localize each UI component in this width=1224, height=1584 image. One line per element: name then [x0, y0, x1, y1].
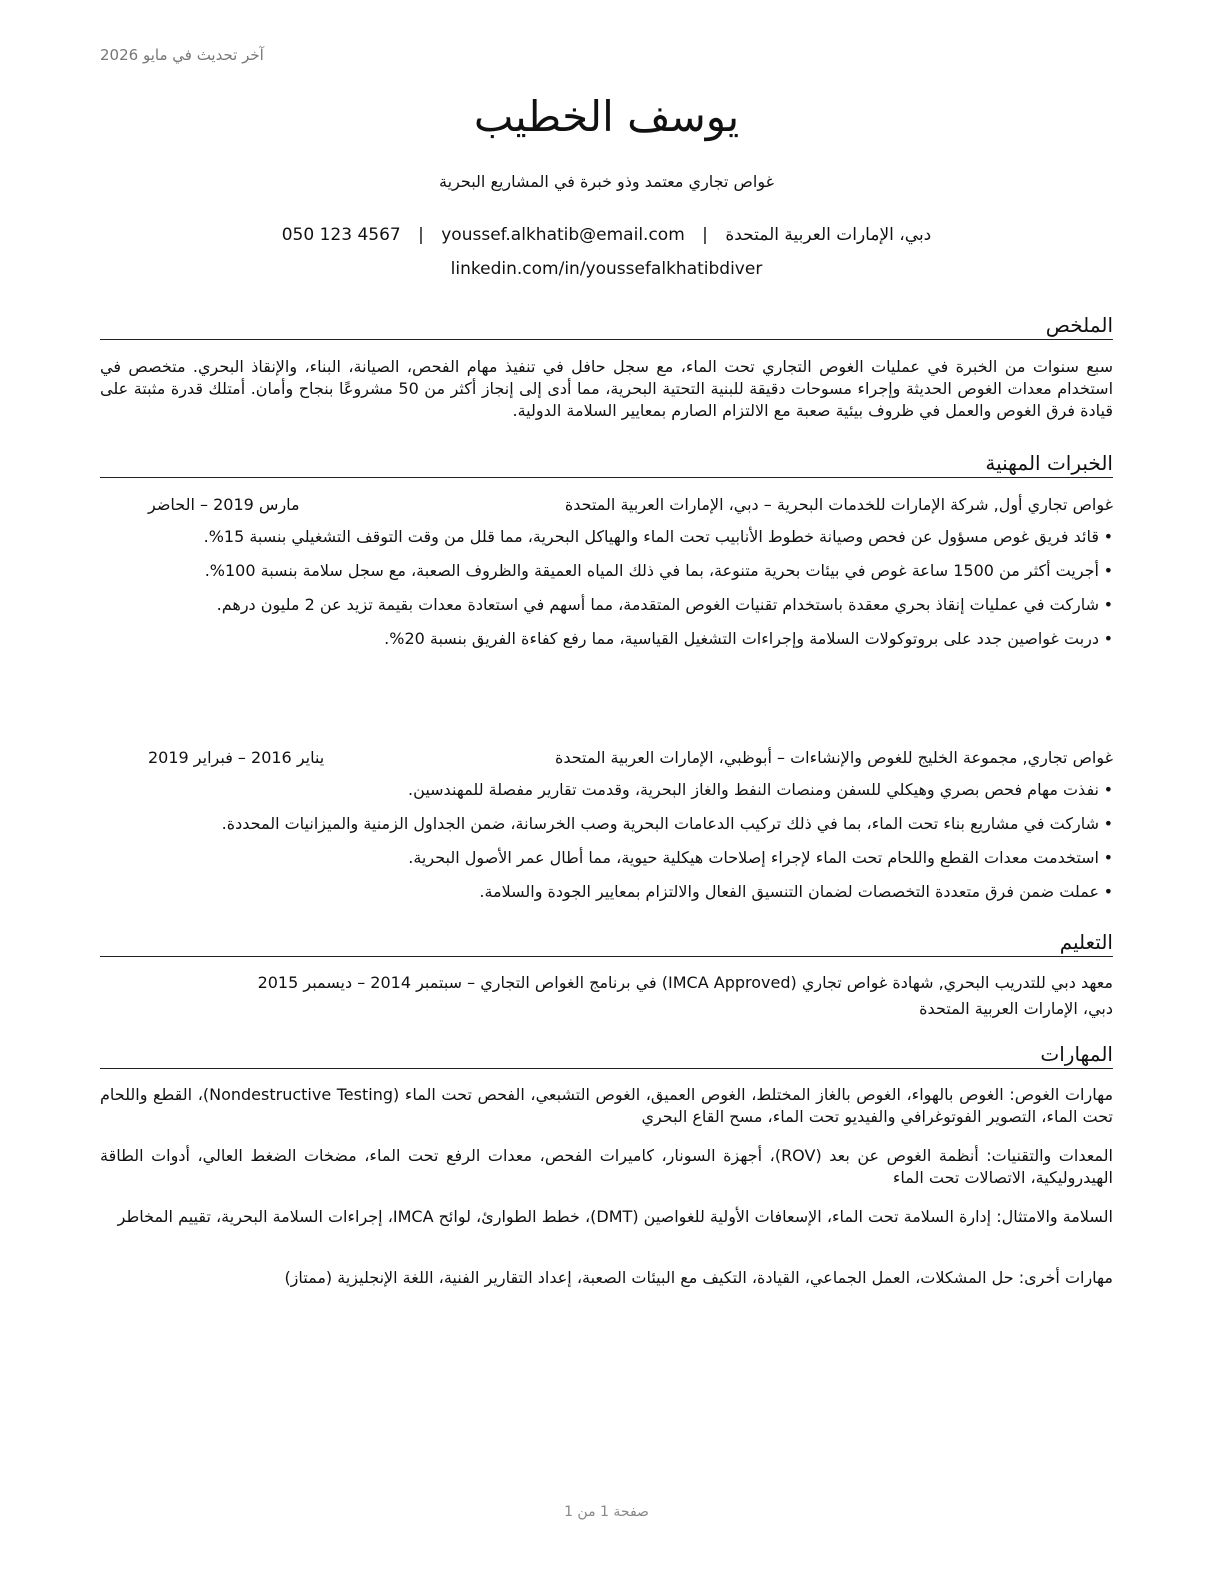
- list-item: • شاركت في مشاريع بناء تحت الماء، بما في ذلك تركيب الدعامات البحرية وصب الخرسانة، ضمن الجداول الزمنية والميزانيات المحددة.: [100, 813, 1113, 835]
- list-item: • شاركت في عمليات إنقاذ بحري معقدة باستخدام تقنيات الغوص المتقدمة، مما أسهم في استعادة معدات بقيمة تزيد عن 2 مليون درهم.: [100, 594, 1113, 616]
- education-line: معهد دبي للتدريب البحري, شهادة غواص تجاري (IMCA Approved) في برنامج الغواص التجاري – سبتمبر 2014 – ديسمبر 2015: [257, 973, 1113, 992]
- section-title-education: التعليم: [100, 929, 1113, 957]
- education-location: دبي، الإمارات العربية المتحدة: [919, 999, 1113, 1018]
- contact-info: [100, 225, 1113, 245]
- job-title: غواص تجاري, مجموعة الخليج للغوص والإنشاءات – أبوظبي، الإمارات العربية المتحدة: [554, 748, 1113, 767]
- contact-linkedin[interactable]: linkedin.com/in/youssefalkhatibdiver: [450, 259, 763, 279]
- list-item: • قائد فريق غوص مسؤول عن فحص وصيانة خطوط الأنابيب تحت الماء والهياكل البحرية، مما قلل من وقت التوقف التشغيلي بنسبة 15%.: [100, 526, 1113, 548]
- summary-text: سبع سنوات من الخبرة في عمليات الغوص التجاري تحت الماء، مع سجل حافل في تنفيذ مهام الفحص، الصيانة، البناء، والإنقاذ البحري. متخصص في استخدام معدات الغوص الحديثة وإجراء مسوحات دقيقة للبنية التحتية البحرية، مما أدى إلى إنجاز أكثر من 50 مشروعًا بنجاح وأمان. أمتلك قدرة مثبتة على قيادة فرق الغوص والعمل في ظروف بيئية صعبة مع الالتزام الصارم بمعايير السلامة الدولية.: [100, 357, 1114, 420]
- list-item: • عملت ضمن فرق متعددة التخصصات لضمان التنسيق الفعال والالتزام بمعايير الجودة والسلامة.: [100, 881, 1113, 903]
- section-title-skills: المهارات: [100, 1041, 1113, 1069]
- list-item: • أجريت أكثر من 1500 ساعة غوص في بيئات بحرية متنوعة، بما في ذلك المياه العميقة والظروف الصعبة، مع سجل سلامة بنسبة 100%.: [100, 560, 1113, 582]
- contact-phone: 050 123 4567: [281, 225, 401, 245]
- job-bullets: [100, 779, 1113, 903]
- list-item: • استخدمت معدات القطع واللحام تحت الماء لإجراء إصلاحات هيكلية حيوية، مما أطال عمر الأصول البحرية.: [100, 847, 1113, 869]
- job-bullets: [100, 526, 1113, 650]
- contact-separator: |: [702, 225, 708, 245]
- list-item: • دربت غواصين جدد على بروتوكولات السلامة وإجراءات التشغيل القياسية، مما رفع كفاءة الفريق بنسبة 20%.: [100, 628, 1113, 650]
- page-number: صفحة 1 من 1: [564, 1504, 649, 1520]
- list-item: • نفذت مهام فحص بصري وهيكلي للسفن ومنصات النفط والغاز البحرية، وقدمت تقارير مفصلة للمهندسين.: [100, 779, 1113, 801]
- skill-group-equipment: المعدات والتقنيات: أنظمة الغوص عن بعد (ROV)، أجهزة السونار، كاميرات الفحص، معدات الرفع تحت الماء، مضخات الضغط العالي، أدوات الطاقة الهيدروليكية، الاتصالات تحت الماء: [100, 1146, 1114, 1187]
- job-dates: يناير 2016 – فبراير 2019: [148, 748, 325, 767]
- section-title-summary: الملخص: [100, 312, 1113, 340]
- skill-group-safety: السلامة والامتثال: إدارة السلامة تحت الماء، الإسعافات الأولية للغواصين (DMT)، خطط الطوارئ، لوائح IMCA، إجراءات السلامة البحرية، تقييم المخاطر: [117, 1207, 1113, 1226]
- contact-location: دبي، الإمارات العربية المتحدة: [725, 225, 932, 245]
- job-header: [100, 747, 1113, 769]
- contact-separator: |: [418, 225, 424, 245]
- contact-email[interactable]: youssef.alkhatib@email.com: [441, 225, 685, 245]
- candidate-name: يوسف الخطيب: [473, 92, 740, 141]
- job-header: [100, 494, 1113, 516]
- skill-group-diving: مهارات الغوص: الغوص بالهواء، الغوص بالغاز المختلط، الغوص العميق، الغوص التشبعي، الفحص تحت الماء (Nondestructive Testing)، القطع واللحام تحت الماء، التصوير الفوتوغرافي والفيديو تحت الماء، مسح القاع البحري: [100, 1085, 1114, 1126]
- skill-group-other: مهارات أخرى: حل المشكلات، العمل الجماعي، القيادة، التكيف مع البيئات الصعبة، إعداد التقارير الفنية، اللغة الإنجليزية (ممتاز): [284, 1268, 1113, 1287]
- resume-page: [100, 0, 1113, 1584]
- job-title: غواص تجاري أول, شركة الإمارات للخدمات البحرية – دبي، الإمارات العربية المتحدة: [564, 495, 1113, 514]
- last-updated: آخر تحديث في مايو 2026: [100, 46, 264, 64]
- job-dates: مارس 2019 – الحاضر: [148, 495, 300, 514]
- candidate-headline: غواص تجاري معتمد وذو خبرة في المشاريع البحرية: [439, 172, 774, 191]
- section-title-experience: الخبرات المهنية: [100, 450, 1113, 478]
